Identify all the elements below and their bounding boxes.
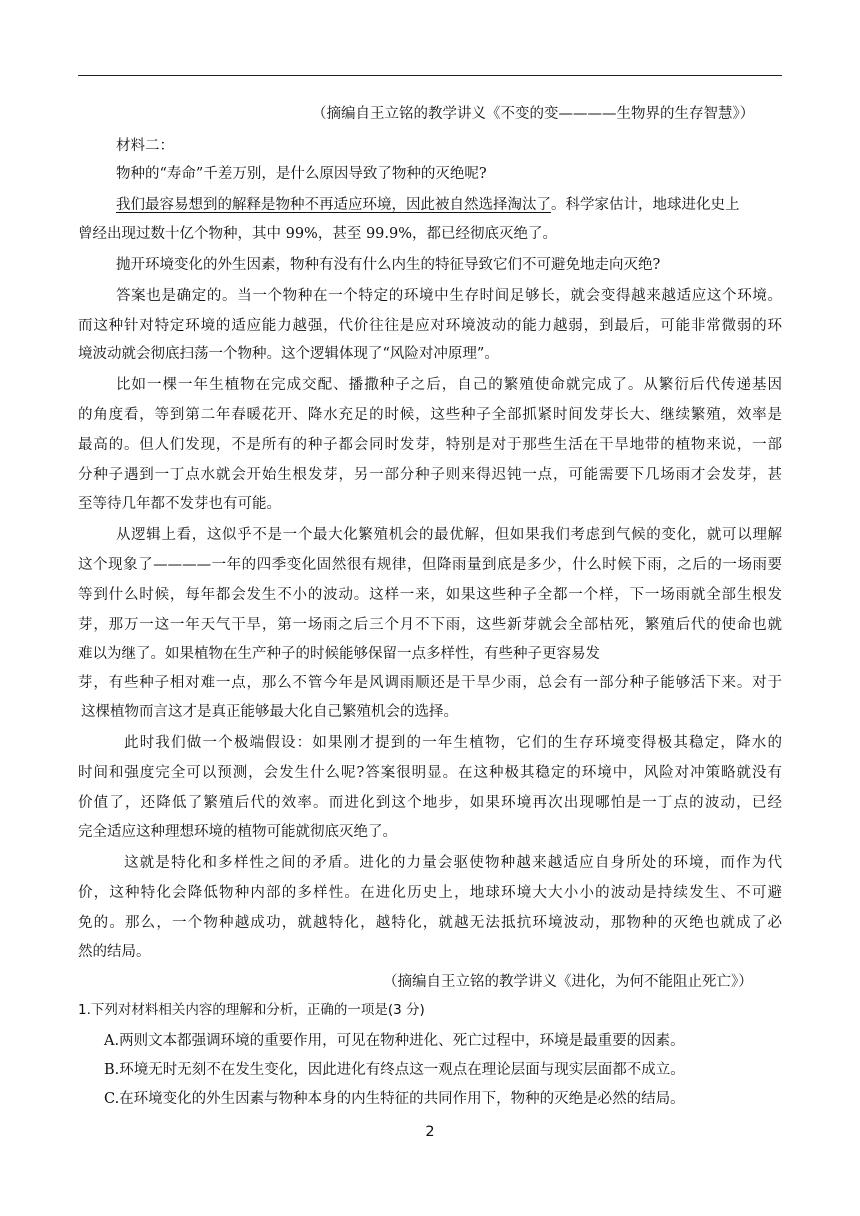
paragraph-6-line: 等到什么时候，每年都会发生不小的波动。这样一来，如果这些种子全都一个样，下一场雨就全部生根发 xyxy=(78,587,782,603)
paragraph-2-rest: 。科学家估计，地球进化史上 xyxy=(551,197,740,213)
header-rule xyxy=(78,75,782,76)
paragraph-6-line: 从逻辑上看，这似乎不是一个最大化繁殖机会的最优解，但如果我们考虑到气候的变化，就可以理解 xyxy=(116,527,782,543)
paragraph-7-line: 时间和强度完全可以预测，会发生什么呢?答案很明显。在这种极其稳定的环境中，风险对冲策略就没有 xyxy=(78,765,782,781)
source-citation-2: （摘编自王立铭的教学讲义《进化，为何不能阻止死亡》） xyxy=(383,974,753,990)
paragraph-6-line: 芽，有些种子相对难一点，那么不管今年是风调雨顺还是干旱少雨，总会有一部分种子能够活下来。对于 xyxy=(78,675,782,691)
paragraph-6-line: 这棵植物而言这才是真正能够最大化自己繁殖机会的选择。 xyxy=(81,704,458,720)
paragraph-7-line: 此时我们做一个极端假设：如果刚才提到的一年生植物，它们的生存环境变得极其稳定，降水的 xyxy=(124,735,782,751)
paragraph-8-line: 价，这种特化会降低物种内部的多样性。在进化历史上，地球环境大大小小的波动是持续发生、不可避 xyxy=(78,885,782,901)
source-citation-1: （摘编自王立铭的教学讲义《不变的变————生物界的生存智慧》） xyxy=(312,106,755,122)
paragraph-5-line: 分种子遇到一丁点水就会开始生根发芽，另一部分种子则来得迟钝一点，可能需要下几场雨才会发芽，甚 xyxy=(78,467,782,483)
material-two-heading: 材料二： xyxy=(116,138,174,154)
paragraph-5-line: 至等待几年都不发芽也有可能。 xyxy=(78,496,281,512)
paragraph-2-line-1 xyxy=(116,195,740,215)
paragraph-7-line: 价值了，还降低了繁殖后代的效率。而进化到这个地步，如果环境再次出现哪怕是一丁点的波动，已经 xyxy=(78,795,782,811)
paragraph-1: 物种的“寿命”千差万别，是什么原因导致了物种的灭绝呢? xyxy=(116,166,487,182)
paragraph-5-line: 最高的。但人们发现，不是所有的种子都会同时发芽，特别是对于那些生活在干旱地带的植物来说，一部 xyxy=(78,437,782,453)
underlined-sentence: 我们最容易想到的解释是物种不再适应环境，因此被自然选择淘汰了 xyxy=(116,197,551,213)
option-c: C.在环境变化的外生因素与物种本身的内生特征的共同作用下，物种的灭绝是必然的结局。 xyxy=(104,1091,685,1107)
paragraph-5-line: 比如一棵一年生植物在完成交配、播撒种子之后，自己的繁殖使命就完成了。从繁衍后代传递基因 xyxy=(116,377,782,393)
paragraph-5-line: 的角度看，等到第二年春暖花开、降水充足的时候，这些种子全部抓紧时间发芽长大、继续繁殖，效率是 xyxy=(78,407,782,423)
page-number: 2 xyxy=(425,1124,435,1140)
paragraph-8-line: 这就是特化和多样性之间的矛盾。进化的力量会驱使物种越来越适应自身所处的环境，而作为代 xyxy=(124,855,782,871)
paragraph-2-line-2: 曾经出现过数十亿个物种，其中 99%，甚至 99.9%，都已经彻底灭绝了。 xyxy=(78,226,558,242)
option-b: B.环境无时无刻不在发生变化，因此进化有终点这一观点在理论层面与现实层面都不成立。 xyxy=(104,1062,685,1078)
paragraph-7-line: 完全适应这种理想环境的植物可能就彻底灭绝了。 xyxy=(78,824,397,840)
paragraph-4-line: 而这种针对特定环境的适应能力越强，代价往往是应对环境波动的能力越弱，到最后，可能非常微弱的环 xyxy=(78,318,782,334)
question-1: 1.下列对材料相关内容的理解和分析，正确的一项是(3 分) xyxy=(78,1002,425,1018)
paragraph-6-line: 难以为继了。如果植物在生产种子的时候能够保留一点多样性，有些种子更容易发 xyxy=(78,646,600,662)
paragraph-3: 抛开环境变化的外生因素，物种有没有什么内生的特征导致它们不可避免地走向灭绝? xyxy=(116,257,661,273)
paragraph-6-line: 芽，那万一这一年天气干旱，第一场雨之后三个月不下雨，这些新芽就会全部枯死，繁殖后代的使命也就 xyxy=(78,617,782,633)
paragraph-8-line: 免的。那么，一个物种越成功，就越特化，越特化，就越无法抵抗环境波动，那物种的灭绝也就成了必 xyxy=(78,915,782,931)
paragraph-6-line: 这个现象了————一年的四季变化固然很有规律，但降雨量到底是多少，什么时候下雨，之后的一场雨要 xyxy=(78,557,782,573)
option-a: A.两则文本都强调环境的重要作用，可见在物种进化、死亡过程中，环境是最重要的因素。 xyxy=(104,1033,685,1049)
paragraph-4-line: 境波动就会彻底扫荡一个物种。这个逻辑体现了“风险对冲原理”。 xyxy=(78,346,499,362)
paragraph-8-line: 然的结局。 xyxy=(78,944,151,960)
paragraph-4-line: 答案也是确定的。当一个物种在一个特定的环境中生存时间足够长，就会变得越来越适应这个环境。 xyxy=(116,288,782,304)
